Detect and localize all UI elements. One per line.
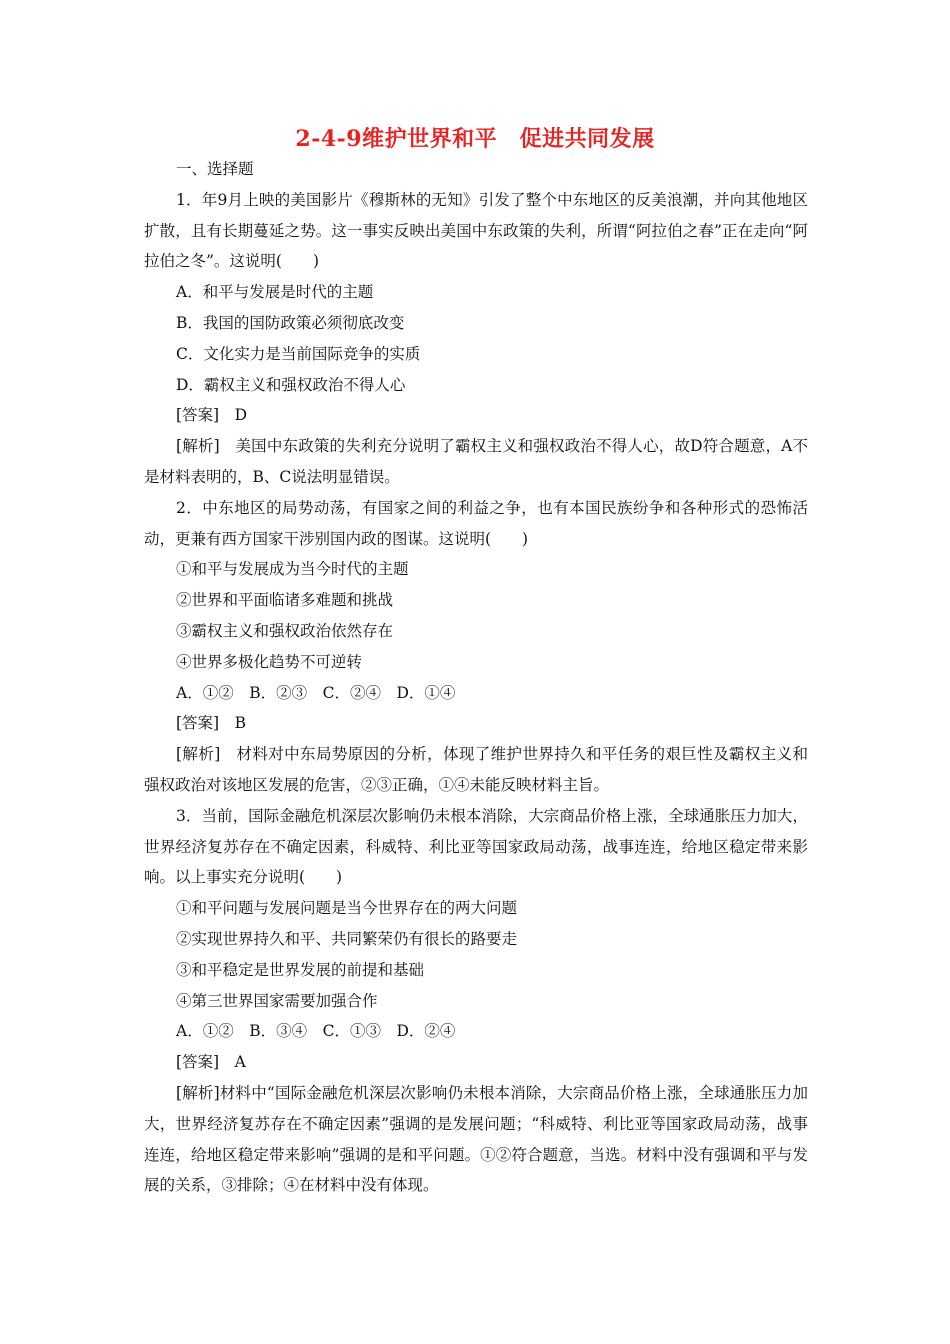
question-2-item-4: ④世界多极化趋势不可逆转 bbox=[176, 652, 363, 671]
document-body bbox=[144, 154, 808, 1201]
question-3-item-4: ④第三世界国家需要加强合作 bbox=[176, 991, 378, 1010]
question-1-option-c: C．文化实力是当前国际竞争的实质 bbox=[176, 344, 421, 363]
question-2-item-3: ③霸权主义和强权政治依然存在 bbox=[176, 621, 394, 640]
question-1-answer: [答案] D bbox=[176, 406, 248, 425]
question-2-item-2: ②世界和平面临诸多难题和挑战 bbox=[176, 591, 394, 610]
question-3-item-2: ②实现世界持久和平、共同繁荣仍有很长的路要走 bbox=[176, 929, 518, 948]
question-2-stem: 2．中东地区的局势动荡，有国家之间的利益之争，也有本国民族纷争和各种形式的恐怖活动，更兼有西方国家干涉别国内政的图谋。这说明( ) bbox=[144, 498, 808, 548]
section-heading: 一、选择题 bbox=[176, 160, 254, 178]
question-3-choices: A．①② B．③④ C．①③ D．②④ bbox=[176, 1022, 456, 1041]
question-2-item-1: ①和平与发展成为当今时代的主题 bbox=[176, 560, 409, 579]
question-1-option-b: B．我国的国防政策必须彻底改变 bbox=[176, 313, 405, 332]
question-1-analysis: [解析] 美国中东政策的失利充分说明了霸权主义和强权政治不得人心，故D符合题意，A不是材料表明的，B、C说法明显错误。 bbox=[144, 437, 808, 486]
page-title: 2-4-9维护世界和平 促进共同发展 bbox=[295, 126, 655, 152]
question-3-stem: 3．当前，国际金融危机深层次影响仍未根本消除，大宗商品价格上涨，全球通胀压力加大，世界经济复苏存在不确定因素，科威特、利比亚等国家政局动荡，战事连连，给地区稳定带来影响。以上事实充分说明( ) bbox=[144, 806, 808, 887]
question-2-answer: [答案] B bbox=[176, 714, 246, 733]
question-3-analysis: [解析]材料中“国际金融危机深层次影响仍未根本消除，大宗商品价格上涨，全球通胀压力加大，世界经济复苏存在不确定因素”强调的是发展问题；“科威特、利比亚等国家政局动荡，战事连连，给地区稳定带来影响”强调的是和平问题。①②符合题意，当选。材料中没有强调和平与发展的关系，③排除；④在材料中没有体现。 bbox=[144, 1083, 808, 1195]
question-1-option-a: A．和平与发展是时代的主题 bbox=[176, 283, 374, 302]
question-1-stem: 1．年9月上映的美国影片《穆斯林的无知》引发了整个中东地区的反美浪潮，并向其他地区扩散，且有长期蔓延之势。这一事实反映出美国中东政策的失利，所谓“阿拉伯之春”正在走向“阿拉伯之冬”。这说明( ) bbox=[144, 190, 808, 271]
question-3-answer: [答案] A bbox=[176, 1053, 246, 1072]
question-1-option-d: D．霸权主义和强权政治不得人心 bbox=[176, 375, 406, 394]
question-3-item-3: ③和平稳定是世界发展的前提和基础 bbox=[176, 960, 425, 979]
question-2-analysis: [解析] 材料对中东局势原因的分析，体现了维护世界持久和平任务的艰巨性及霸权主义和强权政治对该地区发展的危害，②③正确，①④未能反映材料主旨。 bbox=[144, 745, 808, 794]
question-3-item-1: ①和平问题与发展问题是当今世界存在的两大问题 bbox=[176, 899, 518, 918]
question-2-choices: A．①② B．②③ C．②④ D．①④ bbox=[176, 683, 456, 702]
